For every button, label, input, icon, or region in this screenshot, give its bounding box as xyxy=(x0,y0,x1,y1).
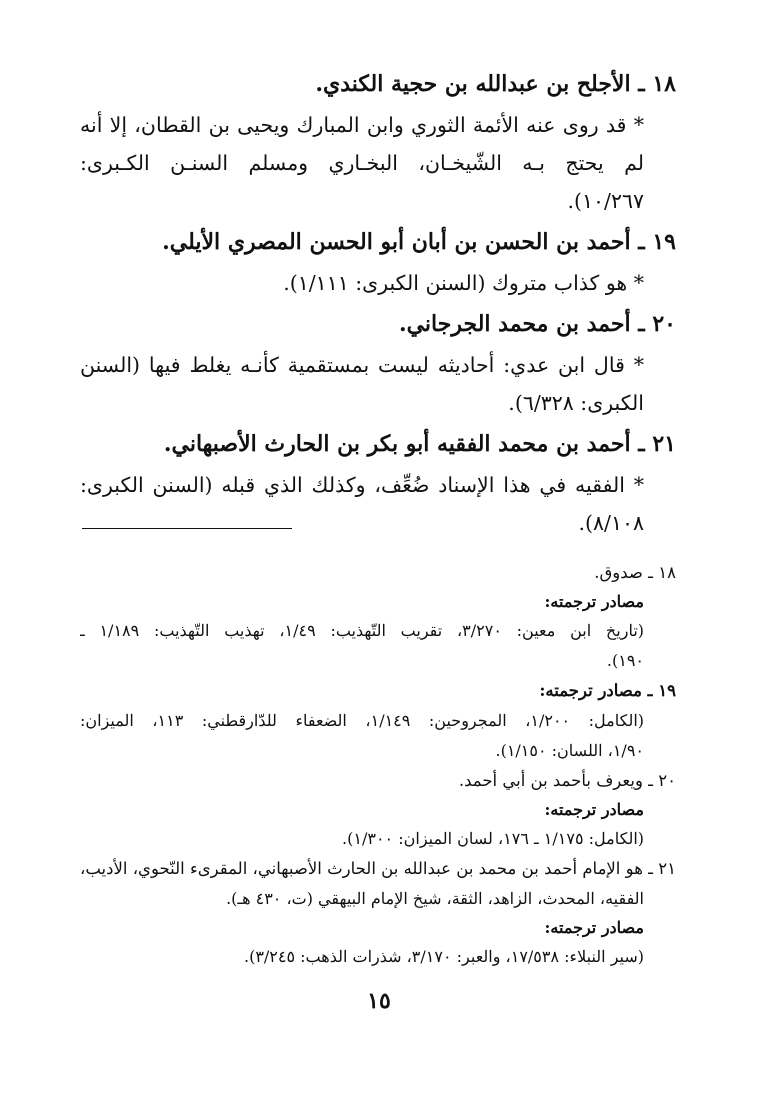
entry-title: ١٨ ـ الأجلح بن عبدالله بن حجية الكندي. xyxy=(315,71,676,97)
footnote-line: (تاريخ ابن معين: ٣/٢٧٠، تقريب التّهذيب: ١/٤٩، تهذيب التّهذيب: ١/١٨٩ ـ xyxy=(80,621,644,640)
footnote-20 xyxy=(80,766,676,854)
entry-title: ١٩ ـ أحمد بن الحسن بن أبان أبو الحسن المصري الأيلي. xyxy=(162,229,676,255)
footnote-line: ١/٩٠، اللسان: ١/١٥٠). xyxy=(495,741,644,760)
footnotes xyxy=(80,558,676,972)
entry-line: الكبرى: ٦/٣٢٨). xyxy=(508,391,644,415)
footnote-line: الفقيه، المحدث، الزاهد، الثقة، شيخ الإمام البيهقي (ت، ٤٣٠ هـ). xyxy=(226,889,644,908)
entry-20 xyxy=(80,302,676,422)
footnote-first-line: ١٩ ـ مصادر ترجمته: xyxy=(539,681,676,700)
entry-line: * الفقيه في هذا الإسناد ضُعِّف، وكذلك الذي قبله (السنن الكبرى: xyxy=(80,473,644,497)
entry-line: * هو كذاب متروك (السنن الكبرى: ١/١١١). xyxy=(283,271,644,295)
footnote-line: ١٩٠). xyxy=(606,651,644,670)
entry-line: * قال ابن عدي: أحاديثه ليست بمستقمية كأنـه يغلط فيها (السنن xyxy=(80,353,644,377)
footnote-first-line: ١٨ ـ صدوق. xyxy=(594,563,676,582)
footnote-first-line: ٢٠ ـ ويعرف بأحمد بن أبي أحمد. xyxy=(458,771,676,790)
sources-heading: مصادر ترجمته: xyxy=(544,592,644,611)
footnote-body xyxy=(80,588,676,676)
entry-line: لم يحتج بـه الشّيخـان، البخـاري ومسلم السنـن الكـبرى: xyxy=(80,151,644,175)
entry-19 xyxy=(80,220,676,302)
footnote-21 xyxy=(80,854,676,972)
entry-line: ١٠/٢٦٧). xyxy=(567,189,644,213)
sources-heading: مصادر ترجمته: xyxy=(544,918,644,937)
page-number: ١٥ xyxy=(367,988,391,1014)
footnote-first-line: ٢١ ـ هو الإمام أحمد بن محمد بن عبدالله بن الحارث الأصبهاني، المقرىء النّحوي، الأديب، xyxy=(80,859,676,878)
entry-title: ٢١ ـ أحمد بن محمد الفقيه أبو بكر بن الحارث الأصبهاني. xyxy=(163,431,676,457)
sources-heading: مصادر ترجمته: xyxy=(544,800,644,819)
entry-body xyxy=(80,264,676,302)
entry-line: * قد روى عنه الأئمة الثوري وابن المبارك ويحيى بن القطان، إلا أنه xyxy=(80,113,644,137)
entry-title: ٢٠ ـ أحمد بن محمد الجرجاني. xyxy=(398,311,676,337)
entry-line: ٨/١٠٨). xyxy=(578,511,644,535)
footnote-body xyxy=(80,706,676,766)
entry-body xyxy=(80,346,676,422)
footnote-line: (الكامل: ١/٢٠٠، المجروحين: ١/١٤٩، الضعفاء للدّارقطني: ١١٣، الميزان: xyxy=(80,711,644,730)
entry-18 xyxy=(80,62,676,220)
entry-body xyxy=(80,106,676,220)
footnote-line: (الكامل: ١/١٧٥ ـ ١٧٦، لسان الميزان: ١/٣٠٠). xyxy=(342,829,644,848)
main-text xyxy=(80,62,676,542)
footnote-19 xyxy=(80,676,676,766)
footnote-body xyxy=(80,796,676,854)
footnote-18 xyxy=(80,558,676,676)
footnote-line: (سير النبلاء: ١٧/٥٣٨، والعبر: ٣/١٧٠، شذرات الذهب: ٣/٢٤٥). xyxy=(243,947,644,966)
entry-21 xyxy=(80,422,676,542)
footnote-divider xyxy=(82,528,292,529)
entry-body xyxy=(80,466,676,542)
footnote-body xyxy=(80,884,676,972)
